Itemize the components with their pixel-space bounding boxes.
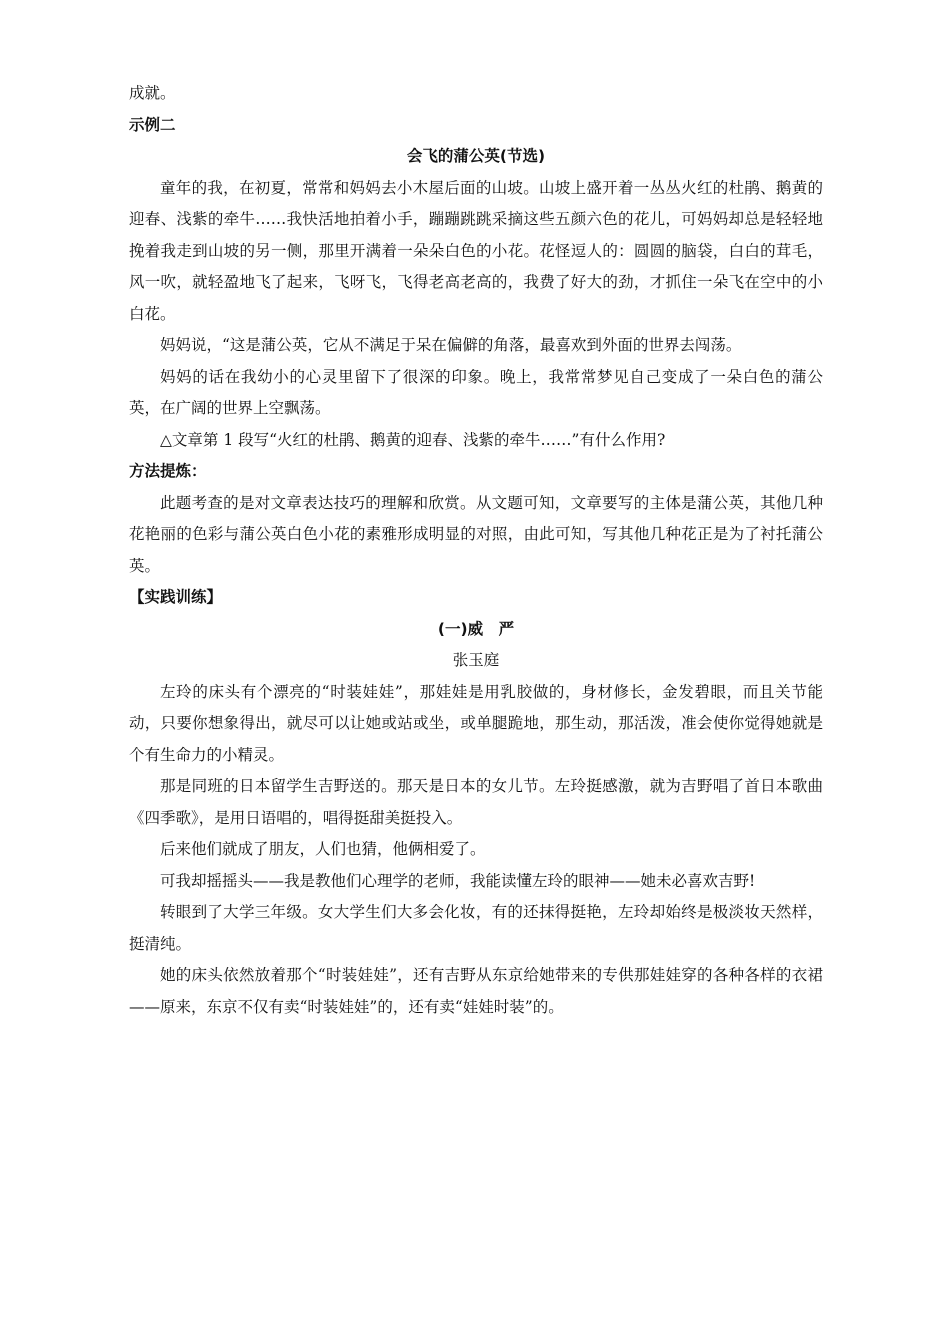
practice-title: (一)威 严 (437, 619, 515, 638)
practice-paragraph-5: 转眼到了大学三年级。女大学生们大多会化妆，有的还抹得挺艳，左玲却始终是极淡妆天然样，挺清纯。 (129, 903, 823, 953)
question-text: △文章第 1 段写“火红的杜鹃、鹅黄的迎春、浅紫的牵牛……”有什么作用? (160, 430, 666, 449)
method-heading: 方法提炼： (129, 462, 207, 480)
article-paragraph-1: 童年的我，在初夏，常常和妈妈去小木屋后面的山坡。山坡上盛开着一丛丛火红的杜鹃、鹅黄的迎春、浅紫的牵牛……我快活地拍着小手，蹦蹦跳跳采摘这些五颜六色的花儿，可妈妈却总是轻轻地挽着我走到山坡的另一侧，那里开满着一朵朵白色的小花。花怪逗人的：圆圆的脑袋，白白的茸毛，风一吹，就轻盈地飞了起来，飞呀飞，飞得老高老高的，我费了好大的劲，才抓住一朵飞在空中的小白花。 (129, 178, 823, 323)
article-paragraph-2: 妈妈说，“这是蒲公英，它从不满足于呆在偏僻的角落，最喜欢到外面的世界去闯荡。 (160, 336, 742, 354)
practice-author: 张玉庭 (452, 651, 500, 669)
practice-paragraph-3: 后来他们就成了朋友，人们也猜，他俩相爱了。 (160, 840, 486, 858)
article-paragraph-3: 妈妈的话在我幼小的心灵里留下了很深的印象。晚上，我常常梦见自己变成了一朵白色的蒲公英，在广阔的世界上空飘荡。 (129, 367, 823, 417)
practice-heading: 【实践训练】 (129, 588, 223, 606)
practice-paragraph-2: 那是同班的日本留学生吉野送的。那天是日本的女儿节。左玲挺感激，就为吉野唱了首日本歌曲《四季歌》，是用日语唱的，唱得挺甜美挺投入。 (129, 777, 823, 827)
practice-paragraph-4: 可我却摇摇头——我是教他们心理学的老师，我能读懂左玲的眼神——她未必喜欢吉野! (160, 871, 756, 890)
example-heading: 示例二 (129, 115, 176, 134)
continued-text: 成就。 (129, 84, 176, 102)
document-body (129, 78, 823, 1023)
method-text: 此题考查的是对文章表达技巧的理解和欣赏。从文题可知，文章要写的主体是蒲公英，其他几种花艳丽的色彩与蒲公英白色小花的素雅形成明显的对照，由此可知，写其他几种花正是为了衬托蒲公英。 (129, 493, 823, 575)
article-title: 会飞的蒲公英(节选) (406, 147, 546, 165)
practice-paragraph-1: 左玲的床头有个漂亮的“时装娃娃”，那娃娃是用乳胶做的，身材修长，金发碧眼，而且关节能动，只要你想象得出，就尽可以让她或站或坐，或单腿跪地，那生动，那活泼，准会使你觉得她就是个有生命力的小精灵。 (129, 682, 823, 764)
practice-paragraph-6: 她的床头依然放着那个“时装娃娃”，还有吉野从东京给她带来的专供那娃娃穿的各种各样的衣裙——原来，东京不仅有卖“时装娃娃”的，还有卖“娃娃时装”的。 (129, 966, 823, 1016)
